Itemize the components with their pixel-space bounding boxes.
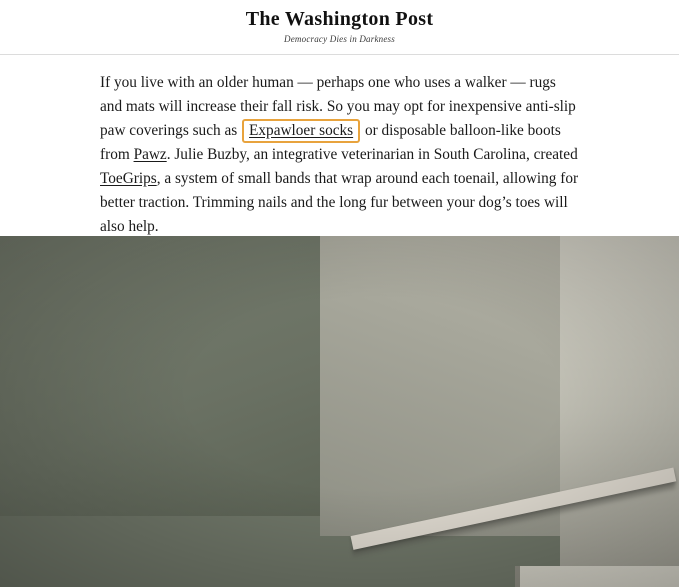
- article-paragraph: [100, 71, 579, 239]
- wall-right-far: [560, 236, 679, 587]
- masthead: [0, 0, 679, 55]
- paragraph-text-part-4: , a system of small bands that wrap around each toenail, allowing for better traction. Trimming nails and the long fur between your dog’s toes will also help.: [100, 170, 579, 235]
- wall-left: [0, 236, 330, 516]
- link-expawloer-socks[interactable]: Expawloer socks: [249, 122, 354, 139]
- paragraph-text-part-2: or disposable balloon-like boots from: [100, 122, 561, 163]
- highlight-annotation: [242, 119, 360, 143]
- masthead-title: The Washington Post: [245, 8, 434, 30]
- article-body: [0, 55, 679, 239]
- masthead-tagline: Democracy Dies in Darkness: [284, 34, 395, 44]
- photo-canvas: [0, 236, 679, 587]
- paragraph-text-part-3: . Julie Buzby, an integrative veterinarian in South Carolina, created: [166, 146, 578, 163]
- link-toegrips[interactable]: ToeGrips: [100, 170, 157, 187]
- wall-bottom-right: [520, 566, 679, 587]
- article-photo: [0, 236, 679, 587]
- link-pawz[interactable]: Pawz: [133, 146, 167, 163]
- paragraph-text-part-1: If you live with an older human — perhaps one who uses a walker — rugs and mats will increase their fall risk. So you may opt for inexpensive anti-slip paw coverings such as: [100, 74, 576, 139]
